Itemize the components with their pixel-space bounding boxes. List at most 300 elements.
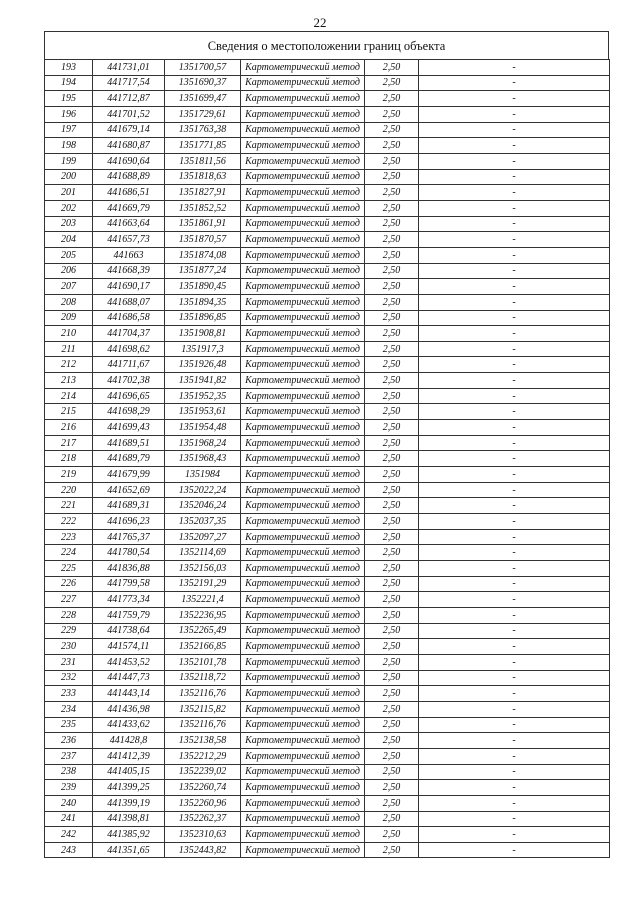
method-cell: Картометрический метод (241, 247, 365, 263)
point-number-cell: 194 (45, 75, 93, 91)
point-number-cell: 230 (45, 639, 93, 655)
description-cell: - (419, 216, 610, 232)
table-row (45, 357, 610, 373)
x-coordinate-cell: 441702,38 (93, 373, 165, 389)
accuracy-cell: 2,50 (365, 326, 419, 342)
point-number-cell: 237 (45, 748, 93, 764)
method-cell: Картометрический метод (241, 498, 365, 514)
method-cell: Картометрический метод (241, 623, 365, 639)
y-coordinate-cell: 1351729,61 (165, 106, 241, 122)
method-cell: Картометрический метод (241, 780, 365, 796)
accuracy-cell: 2,50 (365, 639, 419, 655)
x-coordinate-cell: 441765,37 (93, 529, 165, 545)
point-number-cell: 227 (45, 592, 93, 608)
description-cell: - (419, 60, 610, 76)
x-coordinate-cell: 441669,79 (93, 200, 165, 216)
method-cell: Картометрический метод (241, 514, 365, 530)
description-cell: - (419, 623, 610, 639)
description-cell: - (419, 764, 610, 780)
accuracy-cell: 2,50 (365, 247, 419, 263)
table-row (45, 279, 610, 295)
method-cell: Картометрический метод (241, 279, 365, 295)
accuracy-cell: 2,50 (365, 529, 419, 545)
table-row (45, 842, 610, 858)
description-cell: - (419, 607, 610, 623)
accuracy-cell: 2,50 (365, 811, 419, 827)
y-coordinate-cell: 1351700,57 (165, 60, 241, 76)
method-cell: Картометрический метод (241, 357, 365, 373)
y-coordinate-cell: 1352116,76 (165, 686, 241, 702)
description-cell: - (419, 310, 610, 326)
method-cell: Картометрический метод (241, 670, 365, 686)
point-number-cell: 214 (45, 388, 93, 404)
description-cell: - (419, 185, 610, 201)
point-number-cell: 220 (45, 482, 93, 498)
table-row (45, 607, 610, 623)
y-coordinate-cell: 1351877,24 (165, 263, 241, 279)
point-number-cell: 222 (45, 514, 93, 530)
y-coordinate-cell: 1351861,91 (165, 216, 241, 232)
accuracy-cell: 2,50 (365, 216, 419, 232)
description-cell: - (419, 420, 610, 436)
point-number-cell: 225 (45, 561, 93, 577)
point-number-cell: 202 (45, 200, 93, 216)
point-number-cell: 193 (45, 60, 93, 76)
table-row (45, 545, 610, 561)
method-cell: Картометрический метод (241, 435, 365, 451)
accuracy-cell: 2,50 (365, 232, 419, 248)
method-cell: Картометрический метод (241, 545, 365, 561)
point-number-cell: 229 (45, 623, 93, 639)
description-cell: - (419, 279, 610, 295)
method-cell: Картометрический метод (241, 122, 365, 138)
description-cell: - (419, 701, 610, 717)
table-row (45, 75, 610, 91)
y-coordinate-cell: 1352037,35 (165, 514, 241, 530)
accuracy-cell: 2,50 (365, 279, 419, 295)
point-number-cell: 218 (45, 451, 93, 467)
y-coordinate-cell: 1351926,48 (165, 357, 241, 373)
y-coordinate-cell: 1351894,35 (165, 294, 241, 310)
point-number-cell: 204 (45, 232, 93, 248)
method-cell: Картометрический метод (241, 561, 365, 577)
point-number-cell: 223 (45, 529, 93, 545)
method-cell: Картометрический метод (241, 153, 365, 169)
point-number-cell: 221 (45, 498, 93, 514)
method-cell: Картометрический метод (241, 91, 365, 107)
x-coordinate-cell: 441836,88 (93, 561, 165, 577)
x-coordinate-cell: 441405,15 (93, 764, 165, 780)
y-coordinate-cell: 1351763,38 (165, 122, 241, 138)
y-coordinate-cell: 1352166,85 (165, 639, 241, 655)
point-number-cell: 203 (45, 216, 93, 232)
description-cell: - (419, 341, 610, 357)
x-coordinate-cell: 441680,87 (93, 138, 165, 154)
x-coordinate-cell: 441759,79 (93, 607, 165, 623)
method-cell: Картометрический метод (241, 842, 365, 858)
x-coordinate-cell: 441698,29 (93, 404, 165, 420)
table-row (45, 717, 610, 733)
description-cell: - (419, 561, 610, 577)
point-number-cell: 207 (45, 279, 93, 295)
accuracy-cell: 2,50 (365, 780, 419, 796)
description-cell: - (419, 451, 610, 467)
point-number-cell: 201 (45, 185, 93, 201)
method-cell: Картометрический метод (241, 310, 365, 326)
x-coordinate-cell: 441690,17 (93, 279, 165, 295)
table-row (45, 200, 610, 216)
table-row (45, 294, 610, 310)
description-cell: - (419, 670, 610, 686)
x-coordinate-cell: 441443,14 (93, 686, 165, 702)
accuracy-cell: 2,50 (365, 592, 419, 608)
table-row (45, 310, 610, 326)
description-cell: - (419, 686, 610, 702)
accuracy-cell: 2,50 (365, 701, 419, 717)
y-coordinate-cell: 1352265,49 (165, 623, 241, 639)
y-coordinate-cell: 1352022,24 (165, 482, 241, 498)
x-coordinate-cell: 441773,34 (93, 592, 165, 608)
y-coordinate-cell: 1352221,4 (165, 592, 241, 608)
table-row (45, 216, 610, 232)
accuracy-cell: 2,50 (365, 60, 419, 76)
accuracy-cell: 2,50 (365, 91, 419, 107)
y-coordinate-cell: 1352046,24 (165, 498, 241, 514)
description-cell: - (419, 482, 610, 498)
table-row (45, 232, 610, 248)
accuracy-cell: 2,50 (365, 795, 419, 811)
description-cell: - (419, 138, 610, 154)
y-coordinate-cell: 1351968,43 (165, 451, 241, 467)
y-coordinate-cell: 1352236,95 (165, 607, 241, 623)
method-cell: Картометрический метод (241, 654, 365, 670)
point-number-cell: 235 (45, 717, 93, 733)
accuracy-cell: 2,50 (365, 827, 419, 843)
description-cell: - (419, 795, 610, 811)
point-number-cell: 216 (45, 420, 93, 436)
table-row (45, 529, 610, 545)
x-coordinate-cell: 441711,67 (93, 357, 165, 373)
y-coordinate-cell: 1351953,61 (165, 404, 241, 420)
method-cell: Картометрический метод (241, 482, 365, 498)
accuracy-cell: 2,50 (365, 185, 419, 201)
point-number-cell: 215 (45, 404, 93, 420)
point-number-cell: 219 (45, 467, 93, 483)
method-cell: Картометрический метод (241, 748, 365, 764)
accuracy-cell: 2,50 (365, 717, 419, 733)
y-coordinate-cell: 1351699,47 (165, 91, 241, 107)
y-coordinate-cell: 1351852,52 (165, 200, 241, 216)
point-number-cell: 217 (45, 435, 93, 451)
method-cell: Картометрический метод (241, 827, 365, 843)
y-coordinate-cell: 1352101,78 (165, 654, 241, 670)
y-coordinate-cell: 1351874,08 (165, 247, 241, 263)
accuracy-cell: 2,50 (365, 545, 419, 561)
x-coordinate-cell: 441780,54 (93, 545, 165, 561)
x-coordinate-cell: 441689,31 (93, 498, 165, 514)
method-cell: Картометрический метод (241, 451, 365, 467)
table-row (45, 185, 610, 201)
x-coordinate-cell: 441453,52 (93, 654, 165, 670)
accuracy-cell: 2,50 (365, 733, 419, 749)
accuracy-cell: 2,50 (365, 607, 419, 623)
accuracy-cell: 2,50 (365, 388, 419, 404)
method-cell: Картометрический метод (241, 420, 365, 436)
method-cell: Картометрический метод (241, 341, 365, 357)
table-row (45, 153, 610, 169)
y-coordinate-cell: 1352116,76 (165, 717, 241, 733)
y-coordinate-cell: 1351908,81 (165, 326, 241, 342)
table-row (45, 795, 610, 811)
description-cell: - (419, 748, 610, 764)
accuracy-cell: 2,50 (365, 373, 419, 389)
method-cell: Картометрический метод (241, 686, 365, 702)
method-cell: Картометрический метод (241, 388, 365, 404)
y-coordinate-cell: 1352191,29 (165, 576, 241, 592)
point-number-cell: 212 (45, 357, 93, 373)
x-coordinate-cell: 441399,19 (93, 795, 165, 811)
x-coordinate-cell: 441351,65 (93, 842, 165, 858)
description-cell: - (419, 247, 610, 263)
x-coordinate-cell: 441717,54 (93, 75, 165, 91)
y-coordinate-cell: 1352118,72 (165, 670, 241, 686)
x-coordinate-cell: 441689,51 (93, 435, 165, 451)
y-coordinate-cell: 1352138,58 (165, 733, 241, 749)
x-coordinate-cell: 441663,64 (93, 216, 165, 232)
table-row (45, 733, 610, 749)
coordinates-table-body (45, 60, 610, 858)
table-row (45, 373, 610, 389)
accuracy-cell: 2,50 (365, 420, 419, 436)
method-cell: Картометрический метод (241, 529, 365, 545)
method-cell: Картометрический метод (241, 138, 365, 154)
table-row (45, 498, 610, 514)
y-coordinate-cell: 1351896,85 (165, 310, 241, 326)
x-coordinate-cell: 441688,89 (93, 169, 165, 185)
method-cell: Картометрический метод (241, 592, 365, 608)
method-cell: Картометрический метод (241, 326, 365, 342)
y-coordinate-cell: 1352114,69 (165, 545, 241, 561)
table-row (45, 106, 610, 122)
method-cell: Картометрический метод (241, 169, 365, 185)
table-row (45, 247, 610, 263)
x-coordinate-cell: 441574,11 (93, 639, 165, 655)
description-cell: - (419, 654, 610, 670)
y-coordinate-cell: 1351968,24 (165, 435, 241, 451)
accuracy-cell: 2,50 (365, 310, 419, 326)
point-number-cell: 240 (45, 795, 93, 811)
method-cell: Картометрический метод (241, 701, 365, 717)
method-cell: Картометрический метод (241, 404, 365, 420)
point-number-cell: 241 (45, 811, 93, 827)
x-coordinate-cell: 441689,79 (93, 451, 165, 467)
method-cell: Картометрический метод (241, 60, 365, 76)
table-row (45, 388, 610, 404)
description-cell: - (419, 811, 610, 827)
x-coordinate-cell: 441688,07 (93, 294, 165, 310)
method-cell: Картометрический метод (241, 185, 365, 201)
description-cell: - (419, 232, 610, 248)
description-cell: - (419, 467, 610, 483)
accuracy-cell: 2,50 (365, 435, 419, 451)
accuracy-cell: 2,50 (365, 514, 419, 530)
accuracy-cell: 2,50 (365, 263, 419, 279)
point-number-cell: 211 (45, 341, 93, 357)
accuracy-cell: 2,50 (365, 654, 419, 670)
table-row (45, 404, 610, 420)
point-number-cell: 195 (45, 91, 93, 107)
table-row (45, 467, 610, 483)
description-cell: - (419, 91, 610, 107)
y-coordinate-cell: 1351827,91 (165, 185, 241, 201)
y-coordinate-cell: 1352260,74 (165, 780, 241, 796)
table-row (45, 670, 610, 686)
description-cell: - (419, 529, 610, 545)
y-coordinate-cell: 1351890,45 (165, 279, 241, 295)
table-row (45, 169, 610, 185)
section-title: Сведения о местоположении границ объекта (44, 31, 609, 59)
y-coordinate-cell: 1352260,96 (165, 795, 241, 811)
y-coordinate-cell: 1351690,37 (165, 75, 241, 91)
x-coordinate-cell: 441699,43 (93, 420, 165, 436)
point-number-cell: 232 (45, 670, 93, 686)
x-coordinate-cell: 441690,64 (93, 153, 165, 169)
x-coordinate-cell: 441696,23 (93, 514, 165, 530)
description-cell: - (419, 122, 610, 138)
table-row (45, 482, 610, 498)
point-number-cell: 234 (45, 701, 93, 717)
y-coordinate-cell: 1352310,63 (165, 827, 241, 843)
y-coordinate-cell: 1352156,03 (165, 561, 241, 577)
y-coordinate-cell: 1351870,57 (165, 232, 241, 248)
x-coordinate-cell: 441398,81 (93, 811, 165, 827)
description-cell: - (419, 75, 610, 91)
method-cell: Картометрический метод (241, 263, 365, 279)
table-row (45, 592, 610, 608)
accuracy-cell: 2,50 (365, 357, 419, 373)
accuracy-cell: 2,50 (365, 341, 419, 357)
accuracy-cell: 2,50 (365, 686, 419, 702)
point-number-cell: 233 (45, 686, 93, 702)
point-number-cell: 238 (45, 764, 93, 780)
description-cell: - (419, 780, 610, 796)
point-number-cell: 196 (45, 106, 93, 122)
accuracy-cell: 2,50 (365, 451, 419, 467)
description-cell: - (419, 639, 610, 655)
x-coordinate-cell: 441663 (93, 247, 165, 263)
table-row (45, 341, 610, 357)
table-row (45, 514, 610, 530)
y-coordinate-cell: 1351952,35 (165, 388, 241, 404)
table-row (45, 420, 610, 436)
method-cell: Картометрический метод (241, 795, 365, 811)
description-cell: - (419, 200, 610, 216)
x-coordinate-cell: 441385,92 (93, 827, 165, 843)
description-cell: - (419, 514, 610, 530)
description-cell: - (419, 357, 610, 373)
accuracy-cell: 2,50 (365, 498, 419, 514)
description-cell: - (419, 169, 610, 185)
method-cell: Картометрический метод (241, 733, 365, 749)
accuracy-cell: 2,50 (365, 169, 419, 185)
y-coordinate-cell: 1351941,82 (165, 373, 241, 389)
description-cell: - (419, 106, 610, 122)
table-row (45, 748, 610, 764)
point-number-cell: 228 (45, 607, 93, 623)
description-cell: - (419, 294, 610, 310)
x-coordinate-cell: 441712,87 (93, 91, 165, 107)
y-coordinate-cell: 1352212,29 (165, 748, 241, 764)
table-row (45, 138, 610, 154)
method-cell: Картометрический метод (241, 294, 365, 310)
accuracy-cell: 2,50 (365, 748, 419, 764)
table-row (45, 561, 610, 577)
point-number-cell: 197 (45, 122, 93, 138)
x-coordinate-cell: 441436,98 (93, 701, 165, 717)
description-cell: - (419, 717, 610, 733)
description-cell: - (419, 498, 610, 514)
accuracy-cell: 2,50 (365, 294, 419, 310)
y-coordinate-cell: 1352115,82 (165, 701, 241, 717)
point-number-cell: 239 (45, 780, 93, 796)
point-number-cell: 208 (45, 294, 93, 310)
table-row (45, 435, 610, 451)
point-number-cell: 236 (45, 733, 93, 749)
point-number-cell: 198 (45, 138, 93, 154)
description-cell: - (419, 263, 610, 279)
method-cell: Картометрический метод (241, 75, 365, 91)
x-coordinate-cell: 441799,58 (93, 576, 165, 592)
accuracy-cell: 2,50 (365, 106, 419, 122)
method-cell: Картометрический метод (241, 639, 365, 655)
x-coordinate-cell: 441738,64 (93, 623, 165, 639)
accuracy-cell: 2,50 (365, 842, 419, 858)
description-cell: - (419, 592, 610, 608)
x-coordinate-cell: 441447,73 (93, 670, 165, 686)
y-coordinate-cell: 1351917,3 (165, 341, 241, 357)
page-number: 22 (313, 15, 327, 30)
point-number-cell: 243 (45, 842, 93, 858)
method-cell: Картометрический метод (241, 373, 365, 389)
point-number-cell: 205 (45, 247, 93, 263)
description-cell: - (419, 153, 610, 169)
description-cell: - (419, 733, 610, 749)
table-row (45, 263, 610, 279)
y-coordinate-cell: 1351818,63 (165, 169, 241, 185)
accuracy-cell: 2,50 (365, 153, 419, 169)
table-row (45, 122, 610, 138)
table-row (45, 811, 610, 827)
accuracy-cell: 2,50 (365, 138, 419, 154)
description-cell: - (419, 388, 610, 404)
accuracy-cell: 2,50 (365, 122, 419, 138)
method-cell: Картометрический метод (241, 106, 365, 122)
x-coordinate-cell: 441686,58 (93, 310, 165, 326)
x-coordinate-cell: 441679,14 (93, 122, 165, 138)
table-row (45, 780, 610, 796)
accuracy-cell: 2,50 (365, 576, 419, 592)
method-cell: Картометрический метод (241, 200, 365, 216)
accuracy-cell: 2,50 (365, 200, 419, 216)
y-coordinate-cell: 1351954,48 (165, 420, 241, 436)
table-row (45, 576, 610, 592)
y-coordinate-cell: 1351811,56 (165, 153, 241, 169)
x-coordinate-cell: 441679,99 (93, 467, 165, 483)
table-row (45, 91, 610, 107)
x-coordinate-cell: 441399,25 (93, 780, 165, 796)
x-coordinate-cell: 441652,69 (93, 482, 165, 498)
table-row (45, 451, 610, 467)
